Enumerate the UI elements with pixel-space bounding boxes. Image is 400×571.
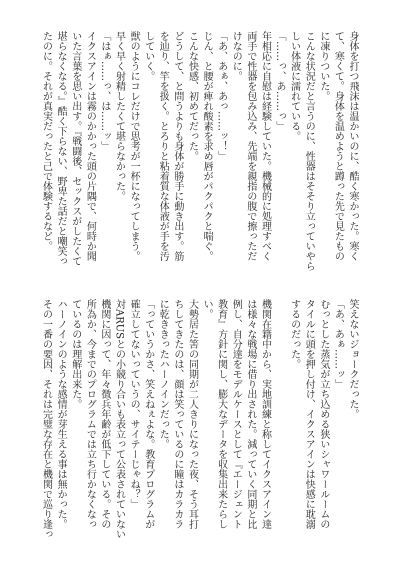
text-column: こんな状況だと言うのに、性器はそそり立っていやら — [303, 31, 315, 271]
text-column: いた言葉を思い出す。『戦闘後、セックスがしたくて — [69, 31, 81, 266]
text-column: 「はぁ……っ、は……ッ」 — [98, 31, 110, 151]
text-column: に乾ききったハーノインだった。 — [157, 299, 169, 449]
scene-ending — [286, 299, 359, 545]
text-column: 機関に因って、年々徴兵年齢が低下している。その — [98, 299, 110, 529]
text-column: 「……っ、あ……っ」 — [274, 31, 286, 131]
text-column: 教育』方針に関し、膨大なデータを収集出来たらし — [215, 299, 227, 529]
text-column: に凍りついた。 — [317, 31, 329, 101]
text-column: ているのは理解出来た。 — [69, 299, 81, 409]
top-text-block — [37, 31, 359, 277]
text-column: ちしてきたのは、顔は笑っているのに瞳はカラカラ — [171, 299, 183, 529]
text-column: どうして、と問うよりも身体が勝手に動き出す。筋 — [171, 31, 183, 261]
text-column: 「っていうかさ、笑えねぇよな。教育プログラムが — [142, 299, 154, 529]
text-column: 「あ、あぁ、あっ……ッ！」 — [215, 31, 227, 161]
text-column: 大勢居た筈の同期が二人きりになった夜、そう耳打 — [186, 299, 198, 529]
text-column: その一番の要因、それは完璧な存在と機関で巡り逢っ — [40, 299, 52, 539]
text-column: 機関在籍中から、実地訓練と称してイクスアイン達 — [259, 299, 271, 529]
bottom-text-block — [37, 299, 359, 545]
text-column: て、寒くて。身体を温めようと蹲った先で見たもの — [332, 31, 344, 261]
text-column: 両手で性器を包み込み、先端を親指の腹で擦っただ — [244, 31, 256, 261]
text-column: 年相応に自慰は経験していた。機械的に処理すべく — [259, 31, 271, 261]
text-column: けなのに。 — [230, 31, 242, 81]
text-column: 身体を打つ飛沫は温かいのに、酷く寒かった。寒く — [347, 31, 358, 261]
text-column: 所為か、今までのプログラムでは立ち行かなくなっ — [84, 299, 96, 529]
text-column: 「あ、あぁ……ッ」 — [332, 299, 344, 389]
text-column: は様々な戦場に借り出された。減っていく同期と比 — [244, 299, 256, 529]
text-column: こんな快感、初めてだった。 — [186, 31, 198, 161]
text-column: 笑えないジョークだった。 — [347, 299, 358, 419]
text-column: していく。 — [142, 31, 154, 81]
text-column: い。 — [201, 299, 213, 319]
text-column: 例し、自分達をモデルケースとして『エージェント — [230, 299, 242, 529]
text-column: 確立してないっていうの、サイテーじゃね？」 — [128, 299, 140, 509]
text-column: するのだった。 — [288, 299, 300, 369]
text-column: 堪らなくなる。』酷く下らない、野卑た話だと嘲笑っ — [55, 31, 67, 266]
text-column: イクスアインは霧のかかった頭の片隅で、何時か聞 — [84, 31, 96, 261]
text-column: じん、と腰が痺れ酸素を求め唇がパクパクと喘ぐ。 — [201, 31, 213, 261]
text-column: たのに。それが真実だったと己で体験するなど。 — [40, 31, 52, 251]
text-column: 獣のようにコレだけで思考が一杯になってしまう。 — [128, 31, 140, 261]
next-scene — [38, 299, 272, 545]
text-column: しい体液に濡れている。 — [288, 31, 300, 141]
text-column: むっとした蒸気が立ち込める狭いシャワールームの — [317, 299, 329, 529]
text-column: タイルに頭を押し付け、イクスアインは快感に耽溺 — [303, 299, 315, 529]
text-column: ハーノインのような感情が芽生える事は無かった。 — [55, 299, 67, 529]
text-column: 早く早く射精したくて堪らなかった。 — [113, 31, 125, 201]
text-column: 対ARUSとの小競り合いも表立って公表されていない — [113, 299, 125, 540]
text-column: を辿り、竿を扱く。とろりと粘着質な体液が手を汚 — [157, 31, 169, 261]
